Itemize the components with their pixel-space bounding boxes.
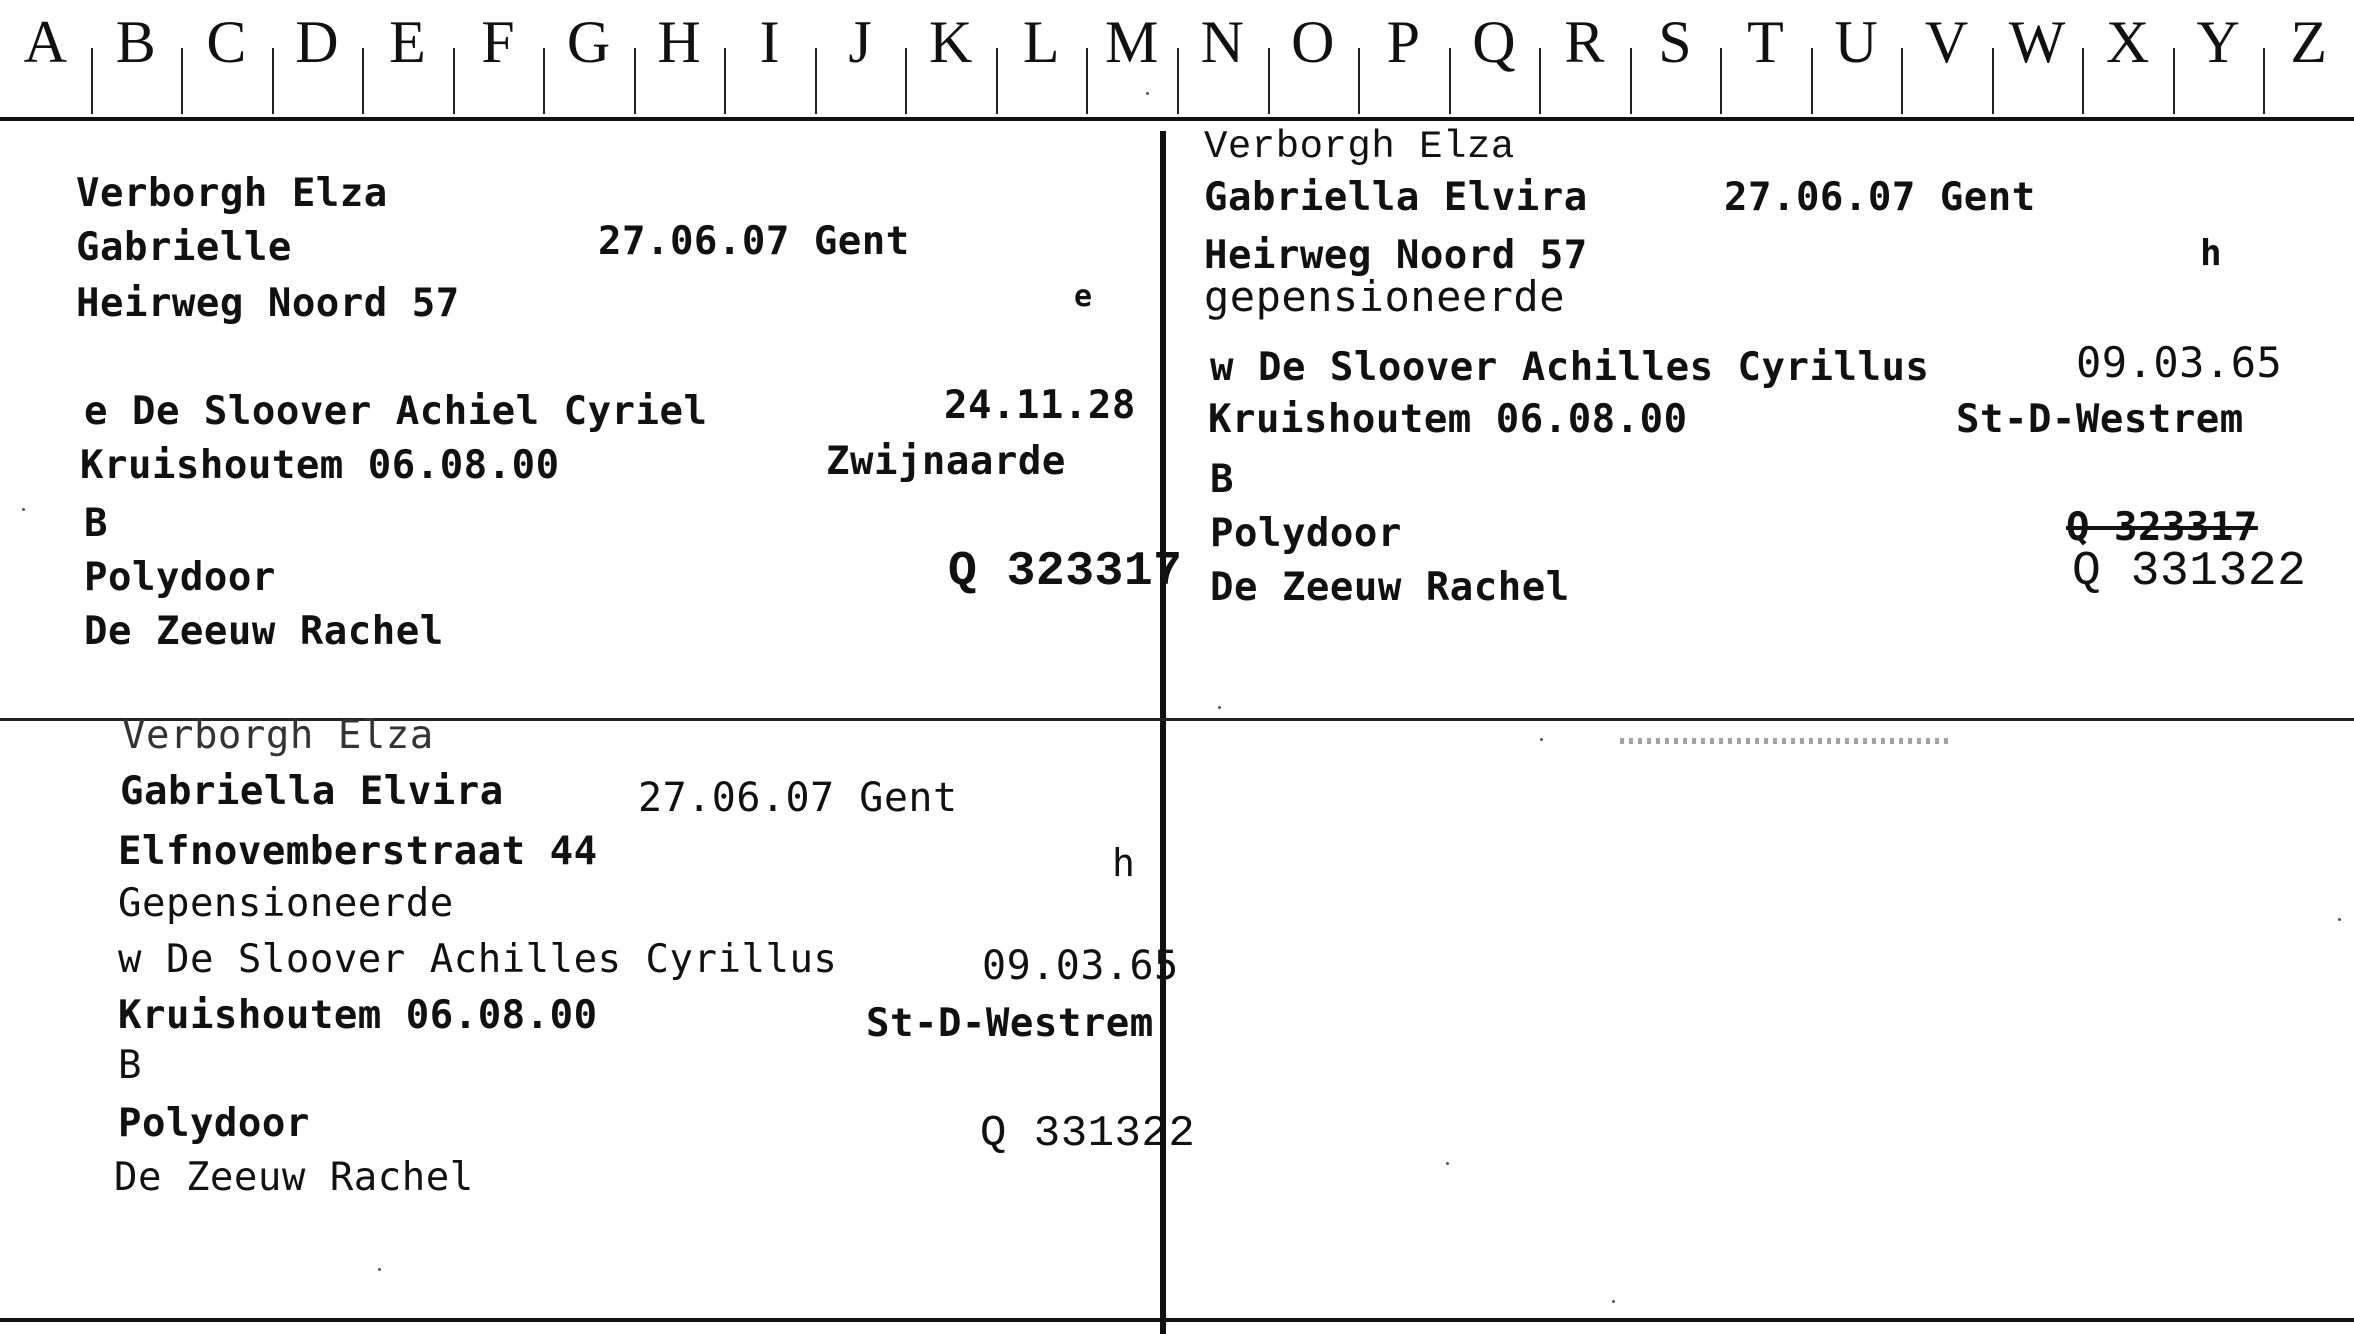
card-name: Verborgh Elza [1204,125,1515,169]
card-birth: 27.06.07 Gent [598,219,910,264]
alphabet-letter-r: R [1564,8,1605,75]
alphabet-separator [362,48,364,114]
scan-speck [1612,1300,1615,1303]
alphabet-letter-o: O [1291,8,1335,75]
alphabet-separator [543,48,545,114]
card-mother: De Zeeuw Rachel [1210,565,1570,610]
alphabet-separator [453,48,455,114]
card-marker: h [2200,233,2223,274]
card-spouse: w De Sloover Achilles Cyrillus [118,937,838,982]
scan-speck [1146,92,1149,95]
alphabet-separator [1268,48,1270,114]
alphabet-letter-d: D [295,8,339,75]
alphabet-separator [181,48,183,114]
card-given-names: Gabrielle [76,225,292,270]
scan-speck [1218,706,1221,709]
card-occupation: gepensioneerde [1204,272,1566,321]
scan-speck [1446,1162,1449,1165]
scan-smudge [1620,738,1950,744]
card-mother: De Zeeuw Rachel [84,609,444,654]
card-code: B [118,1043,142,1088]
alphabet-separator [1358,48,1360,114]
alphabet-separator [634,48,636,114]
alphabet-index [0,0,2354,118]
alphabet-letter-t: T [1747,8,1784,75]
alphabet-separator [1539,48,1541,114]
card-address: Heirweg Noord 57 [1204,233,1588,278]
alphabet-letter-a: A [23,8,67,75]
alphabet-letter-y: Y [2196,8,2240,75]
alphabet-letter-b: B [115,8,156,75]
card-reference: Q 323317 [948,545,1183,599]
scan-speck [378,1268,381,1271]
card-father: Polydoor [118,1101,310,1146]
alphabet-letter-h: H [657,8,701,75]
card-given-names: Gabriella Elvira [1204,175,1588,220]
alphabet-letter-k: K [928,8,973,75]
card-reference: Q 331322 [980,1109,1196,1159]
alphabet-letter-j: J [848,8,872,75]
alphabet-separator [91,48,93,114]
card-marker: h [1112,841,1136,885]
alphabet-separator [1992,48,1994,114]
card-name: Verborgh Elza [76,171,388,216]
card-marker: e [1074,279,1093,314]
alphabet-letter-e: E [389,8,426,75]
alphabet-letter-f: F [481,8,515,75]
alphabet-separator [1177,48,1179,114]
alphabet-letter-g: G [566,8,611,75]
card-occupation: Gepensioneerde [118,881,454,926]
card-spouse-place: Zwijnaarde [826,439,1066,484]
header-rule [0,117,2354,121]
alphabet-separator [996,48,998,114]
alphabet-separator [1720,48,1722,114]
alphabet-letter-p: P [1386,8,1421,75]
card-old-reference: Q 323317 [2066,505,2258,550]
card-spouse: w De Sloover Achilles Cyrillus [1210,345,1930,390]
card-code: B [84,501,108,546]
card-reference: Q 331322 [2072,545,2307,599]
alphabet-separator [815,48,817,114]
alphabet-letter-m: M [1105,8,1159,75]
alphabet-separator [2263,48,2265,114]
card-address: Elfnovemberstraat 44 [118,829,598,874]
card-name: Verborgh Elza [122,713,434,758]
card-spouse-birth: Kruishoutem 06.08.00 [80,443,560,488]
alphabet-separator [272,48,274,114]
scan-speck [22,508,25,511]
alphabet-letter-q: Q [1472,8,1516,75]
card-spouse-place: St-D-Westrem [866,1001,1154,1046]
alphabet-letter-s: S [1658,8,1692,75]
card-birth: 27.06.07 Gent [638,775,958,821]
alphabet-letter-u: U [1834,8,1878,75]
card-birth: 27.06.07 Gent [1724,175,2036,220]
card-given-names: Gabriella Elvira [120,769,504,814]
alphabet-separator [1630,48,1632,114]
card-spouse-birth: Kruishoutem 06.08.00 [1208,397,1688,442]
alphabet-letter-w: W [2008,8,2066,75]
alphabet-separator [2173,48,2175,114]
card-address: Heirweg Noord 57 [76,281,460,326]
card-divider-bottom [0,1318,2354,1322]
alphabet-separator [2082,48,2084,114]
alphabet-letter-z: Z [2290,8,2328,75]
alphabet-separator [1086,48,1088,114]
scan-speck [1540,738,1543,741]
card-spouse-place: St-D-Westrem [1956,397,2244,442]
alphabet-separator [1811,48,1813,114]
alphabet-letter-c: C [206,8,247,75]
alphabet-letter-v: V [1924,8,1969,75]
alphabet-letter-n: N [1200,8,1244,75]
alphabet-letter-i: I [759,8,780,75]
card-spouse-birth: Kruishoutem 06.08.00 [118,993,598,1038]
alphabet-separator [724,48,726,114]
alphabet-letter-l: L [1022,8,1060,75]
card-spouse-date: 09.03.65 [982,943,1179,989]
alphabet-separator [1901,48,1903,114]
card-mother: De Zeeuw Rachel [114,1155,474,1200]
card-spouse: e De Sloover Achiel Cyriel [84,389,708,434]
scan-speck [2338,918,2341,921]
card-father: Polydoor [84,555,276,600]
card-spouse-date: 09.03.65 [2076,338,2283,387]
card-father: Polydoor [1210,511,1402,556]
alphabet-separator [1449,48,1451,114]
card-spouse-date: 24.11.28 [944,383,1136,428]
card-code: B [1210,457,1234,502]
alphabet-separator [905,48,907,114]
alphabet-letter-x: X [2105,8,2150,75]
